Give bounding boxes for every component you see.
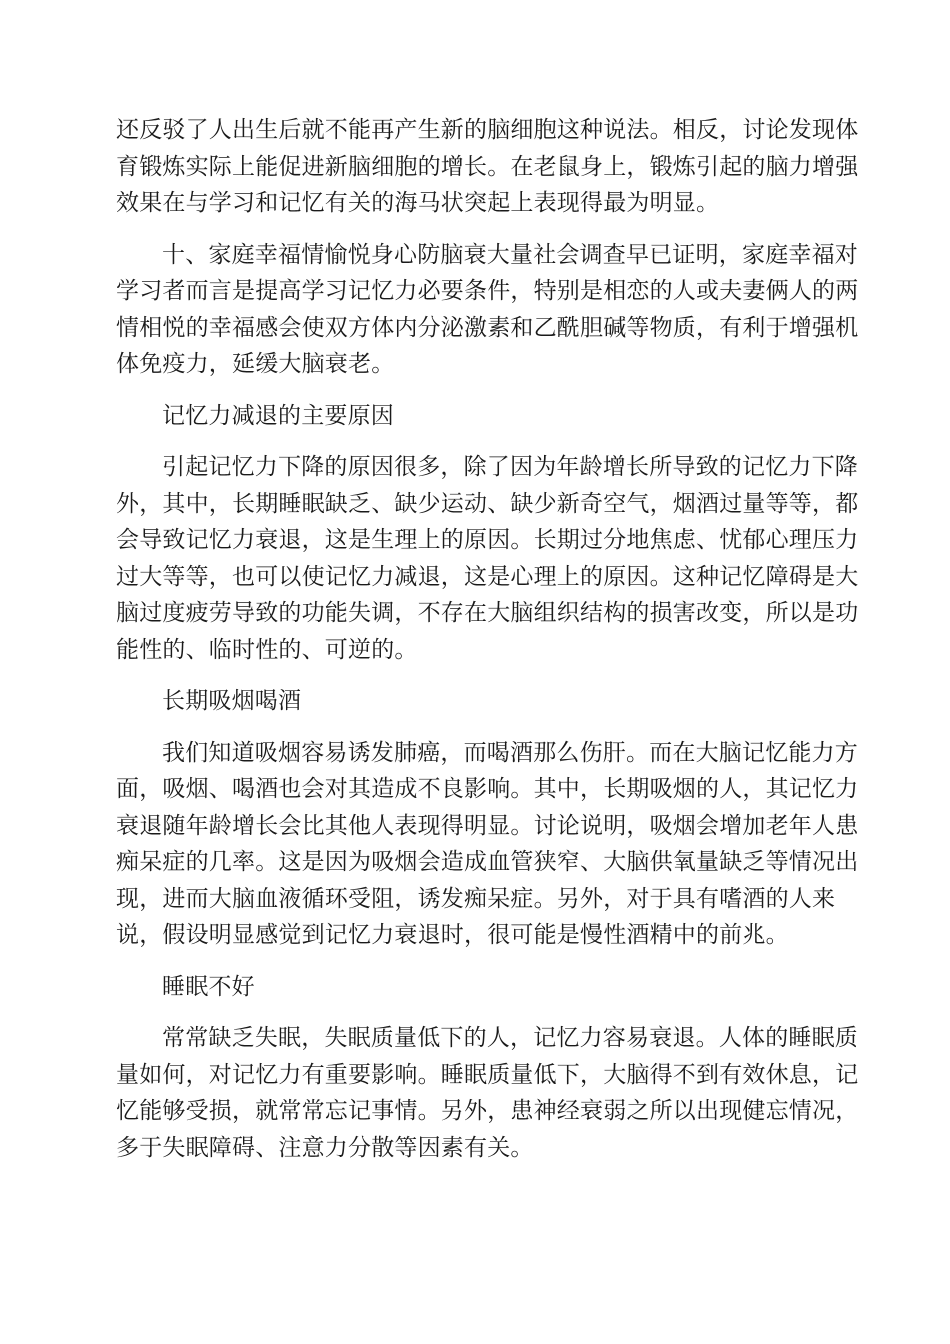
paragraph-continuation xyxy=(116,112,859,222)
paragraph-family-happiness xyxy=(116,237,859,383)
text-line: 育锻炼实际上能促进新脑细胞的增长。在老鼠身上，锻炼引起的脑力增强 xyxy=(116,153,859,180)
section-heading-smoking-drinking xyxy=(116,683,836,720)
paragraph-smoking-drinking xyxy=(116,735,859,954)
text-line: 引起记忆力下降的原因很多，除了因为年龄增长所导致的记忆力下降 xyxy=(162,454,858,480)
text-line: 学习者而言是提高学习记忆力必要条件，特别是相恋的人或夫妻俩人的两 xyxy=(116,278,859,304)
document-page xyxy=(116,112,859,1181)
text-line: 面，吸烟、喝酒也会对其造成不良影响。其中，长期吸烟的人，其记忆力 xyxy=(116,776,859,802)
text-line: 还反驳了人出生后就不能再产生新的脑细胞这种说法。相反，讨论发现体 xyxy=(116,117,859,143)
text-line: 常常缺乏失眠，失眠质量低下的人，记忆力容易衰退。人体的睡眠质 xyxy=(162,1025,858,1051)
text-line: 能性的、临时性的、可逆的。 xyxy=(116,636,418,663)
text-line: 效果在与学习和记忆有关的海马状突起上表现得最为明显。 xyxy=(116,190,720,216)
heading-text: 记忆力减退的主要原因 xyxy=(162,402,394,429)
text-line: 脑过度疲劳导致的功能失调，不存在大脑组织结构的损害改变，所以是功 xyxy=(116,600,859,626)
section-heading-poor-sleep xyxy=(116,969,836,1006)
text-line: 忆能够受损，就常常忘记事情。另外，患神经衰弱之所以出现健忘情况， xyxy=(116,1098,859,1124)
paragraph-poor-sleep xyxy=(116,1020,859,1166)
text-line: 说，假设明显感觉到记忆力衰退时，很可能是慢性酒精中的前兆。 xyxy=(116,922,789,948)
text-line: 过大等等，也可以使记忆力减退，这是心理上的原因。这种记忆障碍是大 xyxy=(116,563,859,590)
section-heading-memory-decline-causes xyxy=(116,398,836,435)
text-line: 我们知道吸烟容易诱发肺癌，而喝酒那么伤肝。而在大脑记忆能力方 xyxy=(162,739,858,766)
text-line: 十、家庭幸福情愉悦身心防脑衰大量社会调查早已证明，家庭幸福对 xyxy=(162,241,858,268)
text-line: 痴呆症的几率。这是因为吸烟会造成血管狭窄、大脑供氧量缺乏等情况出 xyxy=(116,849,859,875)
text-line: 外，其中，长期睡眠缺乏、缺少运动、缺少新奇空气，烟酒过量等等，都 xyxy=(116,490,859,517)
text-line: 多于失眠障碍、注意力分散等因素有关。 xyxy=(116,1134,534,1161)
text-line: 衰退随年龄增长会比其他人表现得明显。讨论说明，吸烟会增加老年人患 xyxy=(116,812,859,839)
text-line: 量如何，对记忆力有重要影响。睡眠质量低下，大脑得不到有效休息，记 xyxy=(116,1061,859,1088)
text-line: 体免疫力，延缓大脑衰老。 xyxy=(116,351,395,377)
text-line: 会导致记忆力衰退，这是生理上的原因。长期过分地焦虑、忧郁心理压力 xyxy=(116,527,859,553)
paragraph-causes xyxy=(116,449,859,668)
text-line: 情相悦的幸福感会使双方体内分泌激素和乙酰胆碱等物质，有利于增强机 xyxy=(116,314,859,341)
heading-text: 长期吸烟喝酒 xyxy=(162,688,302,714)
heading-text: 睡眠不好 xyxy=(162,973,255,1000)
text-line: 现，进而大脑血液循环受阻，诱发痴呆症。另外，对于具有嗜酒的人来 xyxy=(116,885,836,912)
